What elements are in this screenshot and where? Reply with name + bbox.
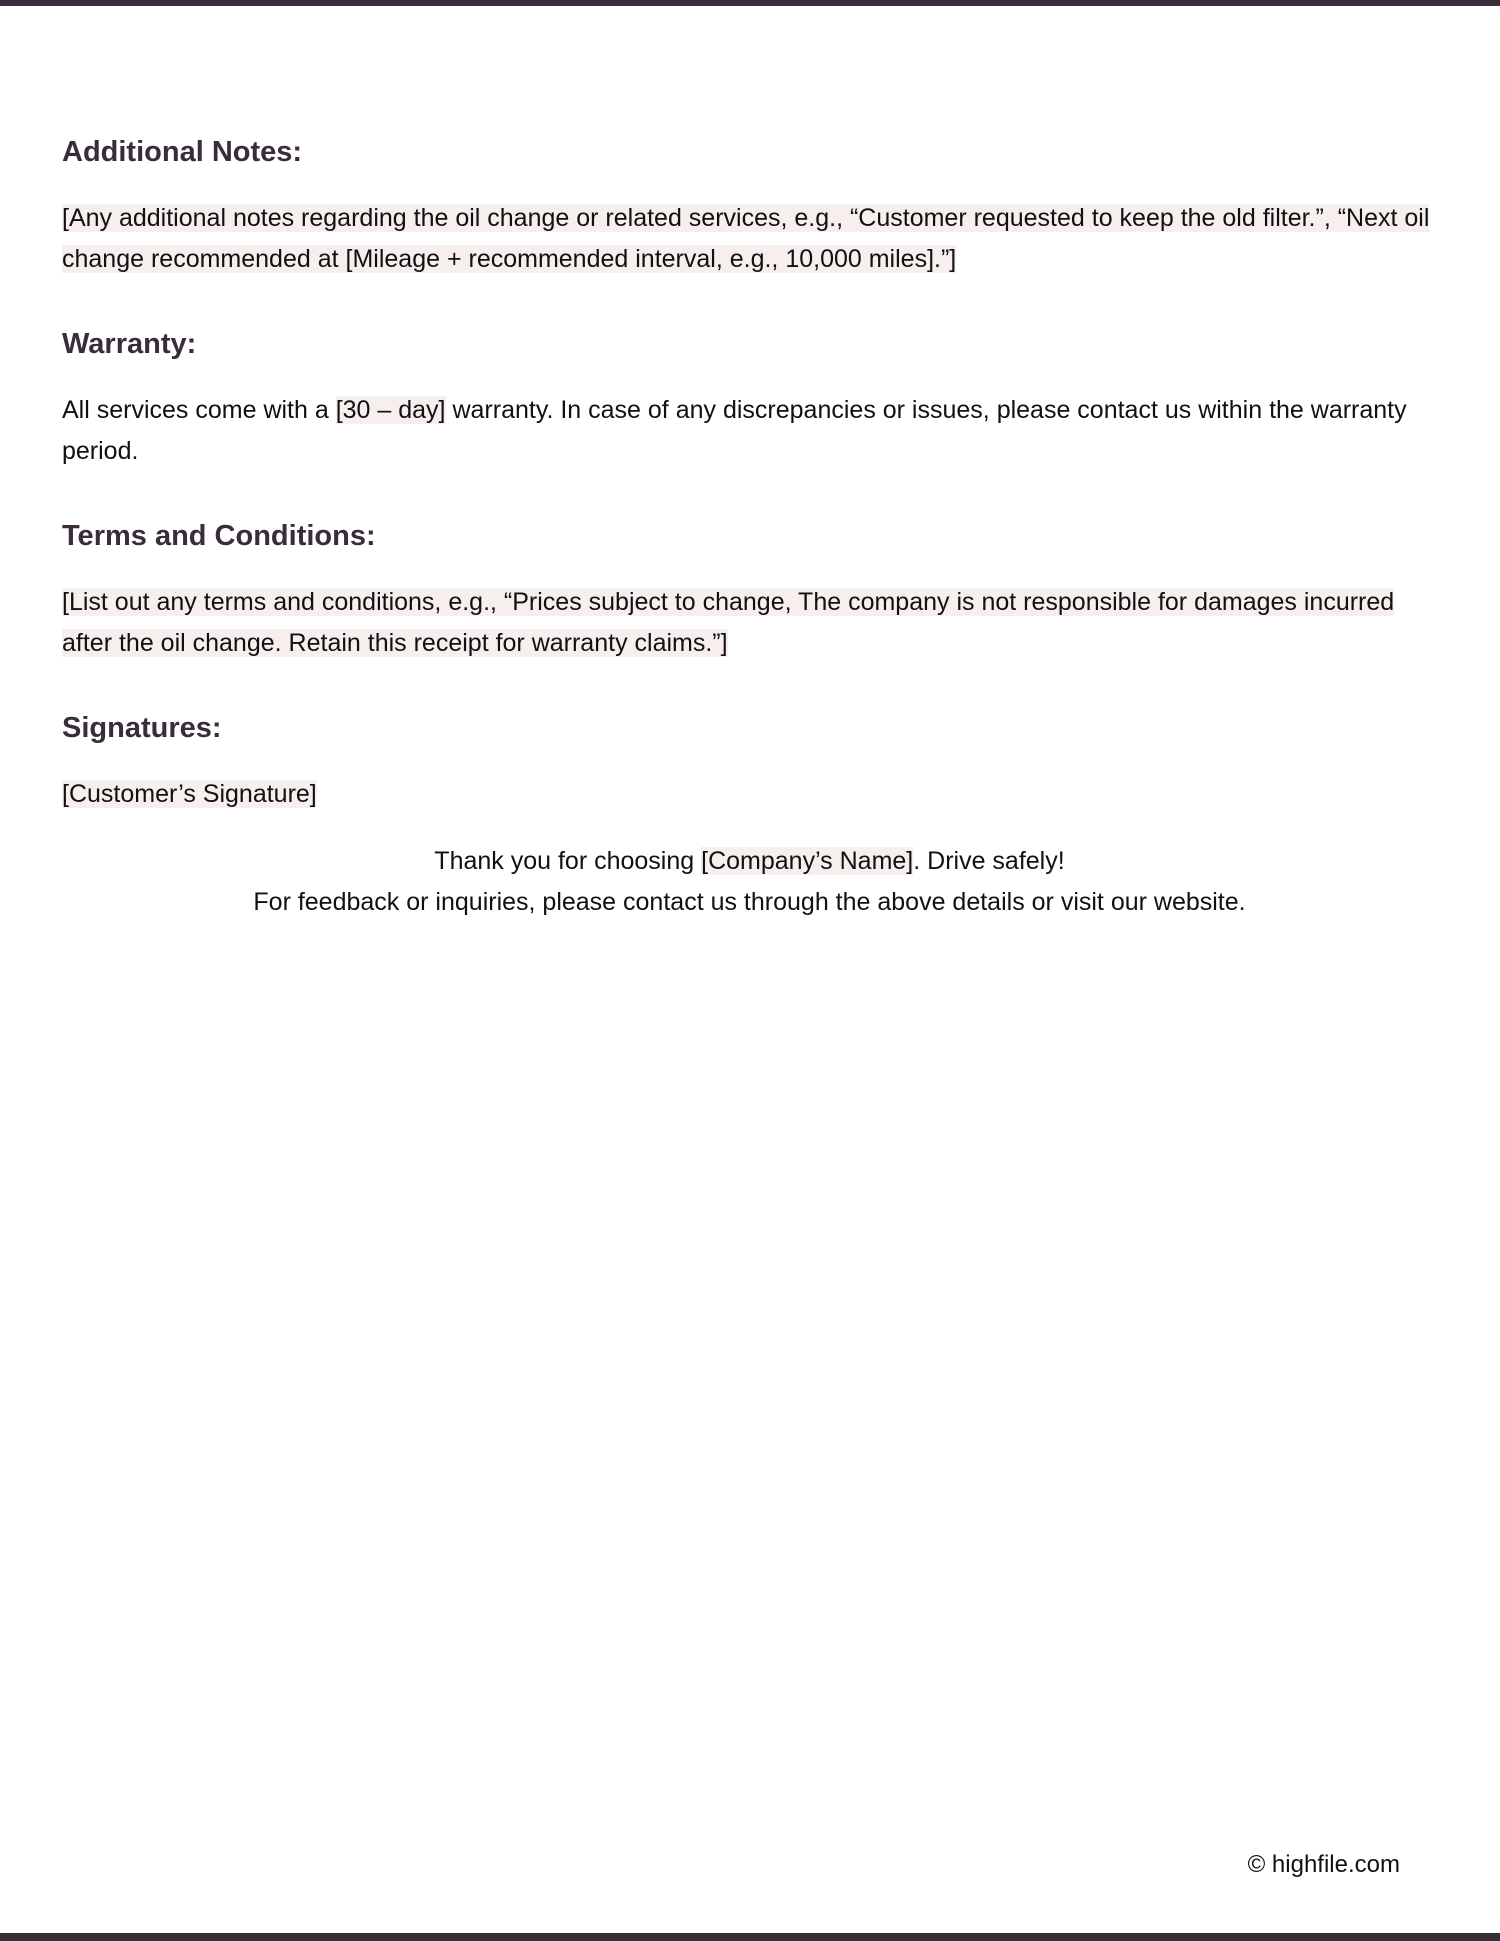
warranty-text-before: All services come with a — [62, 396, 336, 424]
customer-signature-placeholder: [Customer’s Signature] — [62, 780, 317, 808]
additional-notes-text — [62, 198, 1442, 280]
additional-notes-section — [62, 128, 1442, 280]
bottom-rule — [0, 1933, 1500, 1941]
closing-line-1-after: . Drive safely! — [913, 847, 1065, 875]
warranty-section — [62, 320, 1442, 472]
closing-line-2: For feedback or inquiries, please contact us through the above details or visit our website. — [253, 888, 1246, 916]
closing-message — [62, 841, 1437, 923]
warranty-heading: Warranty: — [62, 328, 197, 360]
additional-notes-heading: Additional Notes: — [62, 136, 303, 168]
terms-section — [62, 512, 1442, 664]
footer-copyright: © highfile.com — [1247, 1851, 1400, 1878]
top-rule — [0, 0, 1500, 6]
terms-placeholder: [List out any terms and conditions, e.g., “Prices subject to change, The company is not responsible for damages incurred after the oil change. Retain this receipt for warranty claims.”] — [62, 588, 1395, 657]
signatures-heading: Signatures: — [62, 712, 222, 744]
company-name-placeholder: [Company’s Name] — [701, 847, 914, 875]
document-body — [62, 128, 1442, 923]
closing-line-1 — [62, 841, 1437, 882]
terms-text — [62, 582, 1442, 664]
customer-signature — [62, 774, 1442, 815]
warranty-text — [62, 390, 1442, 472]
warranty-text-after: warranty. In case of any discrepancies or issues, please contact us within the warranty period. — [62, 396, 1407, 465]
terms-heading: Terms and Conditions: — [62, 520, 376, 552]
signatures-section — [62, 704, 1442, 815]
additional-notes-placeholder: [Any additional notes regarding the oil change or related services, e.g., “Customer requested to keep the old filter.”, “Next oil change recommended at [Mileage + recommended interval, e.g., 10,000 miles].”] — [62, 204, 1430, 273]
closing-line-1-before: Thank you for choosing — [434, 847, 702, 875]
warranty-period-placeholder: [30 – day] — [335, 396, 446, 424]
